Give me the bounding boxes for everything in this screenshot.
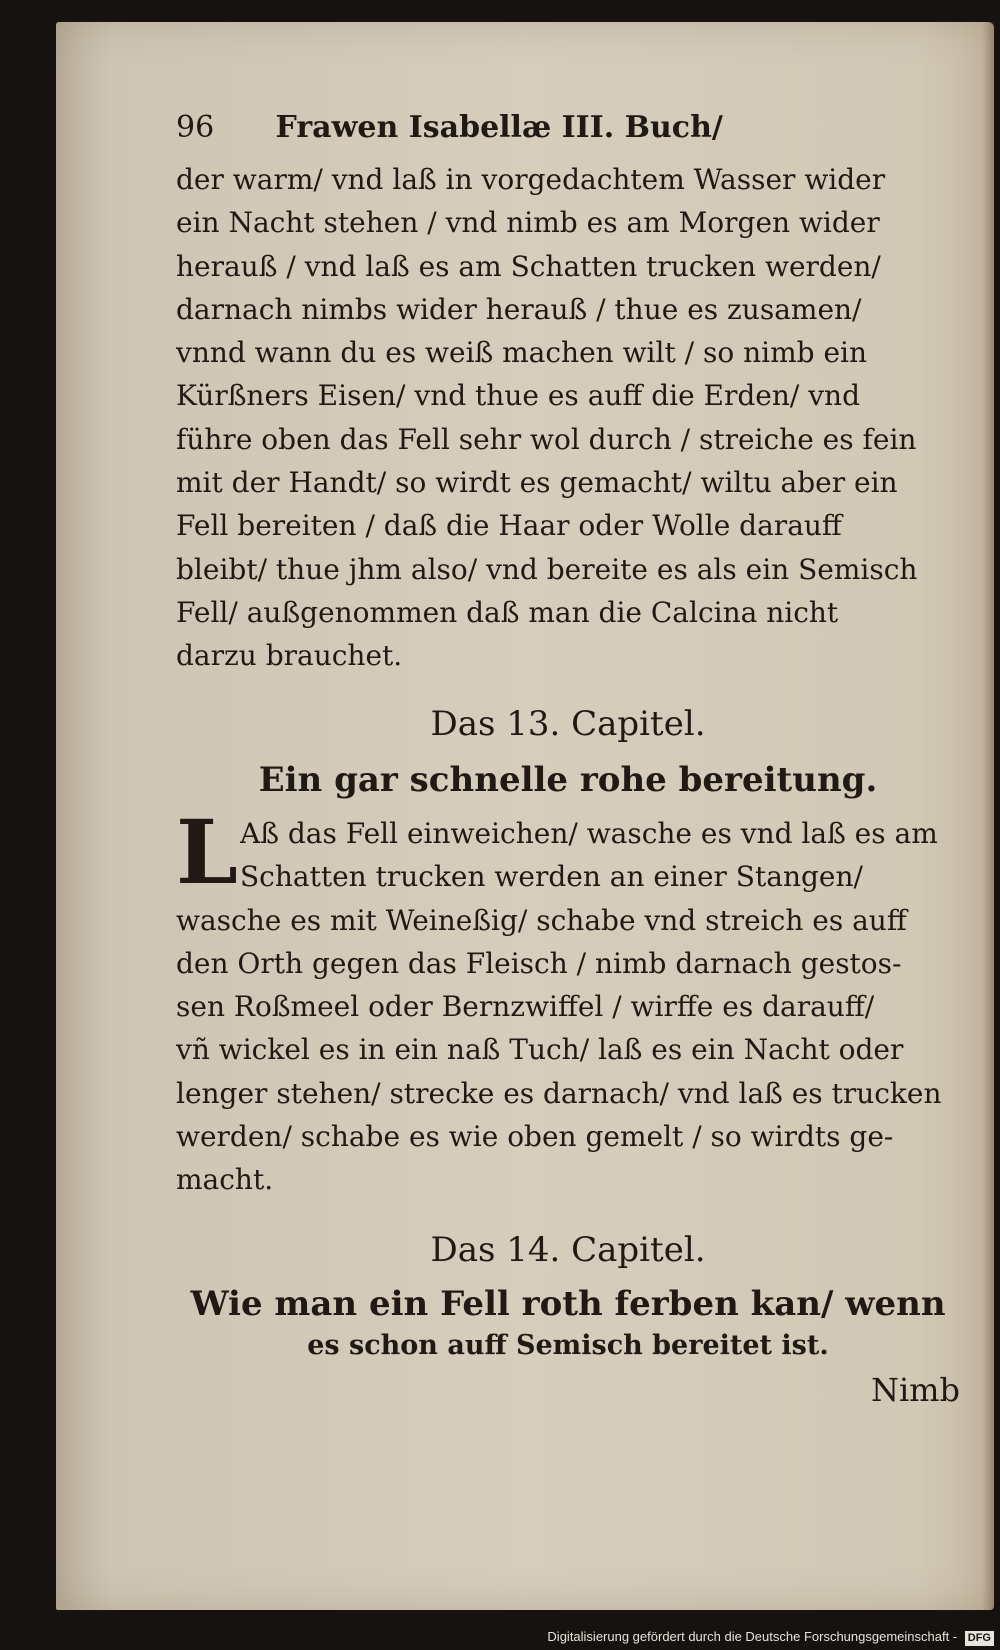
running-head <box>176 108 796 148</box>
chapter-13-text <box>176 800 960 1202</box>
chapter-14-heading: Das 14. Capitel. <box>430 1230 706 1270</box>
text-line: mit der Handt/ so wirdt es gemacht/ wiltu aber ein <box>176 466 898 500</box>
text-line: sen Roßmeel oder Bernzwiffel / wirffe es darauff/ <box>176 990 875 1024</box>
credit-text: Digitalisierung gefördert durch die Deutsche Forschungsgemeinschaft - <box>547 1629 958 1644</box>
catchword: Nimb <box>870 1371 960 1409</box>
text-line: Kürßners Eisen/ vnd thue es auff die Erden/ vnd <box>176 379 861 413</box>
text-line: herauß / vnd laß es am Schatten trucken werden/ <box>176 249 881 283</box>
text-line: werden/ schabe es wie oben gemelt / so wirdts ge- <box>176 1120 894 1154</box>
text-line: ein Nacht stehen / vnd nimb es am Morgen wider <box>176 206 880 240</box>
text-line: der warm/ vnd laß in vorgedachtem Wasser wider <box>176 163 886 196</box>
chapter-13-subheading: Ein gar schnelle rohe bereitung. <box>258 760 878 800</box>
text-line: darzu brauchet. <box>176 639 403 673</box>
text-line: darnach nimbs wider herauß / thue es zusamen/ <box>176 292 862 326</box>
text-line: führe oben das Fell sehr wol durch / streiche es fein <box>176 422 917 456</box>
text-line: vnnd wann du es weiß machen wilt / so nimb ein <box>176 336 868 370</box>
drop-cap: L <box>176 800 238 904</box>
running-head-title: Frawen Isabellæ III. Buch/ <box>275 110 723 145</box>
digitization-credit <box>547 1626 994 1648</box>
text-line: lenger stehen/ strecke es darnach/ vnd laß es trucken <box>176 1076 942 1110</box>
page-edge-shadow <box>982 22 994 1610</box>
text-line: Fell/ außgenommen daß man die Calcina nicht <box>176 595 839 629</box>
text-line: macht. <box>176 1163 274 1197</box>
chapter-14-subheading-line-2: es schon auff Semisch bereitet ist. <box>307 1330 829 1361</box>
text-line: vñ wickel es in ein naß Tuch/ laß es ein Nacht oder <box>176 1033 904 1067</box>
text-line: Aß das Fell einweichen/ wasche es vnd laß es am <box>240 817 938 850</box>
text-line: Fell bereiten / daß die Haar oder Wolle darauff <box>176 509 842 543</box>
text-line: wasche es mit Weineßig/ schabe vnd streich es auff <box>176 903 907 937</box>
text-line: bleibt/ thue jhm also/ vnd bereite es als ein Semisch <box>176 552 918 586</box>
dfg-logo-badge: DFG <box>965 1631 994 1646</box>
page-number: 96 <box>176 110 215 145</box>
chapter-14-subheading-line-1: Wie man ein Fell roth ferben kan/ wenn <box>190 1284 946 1324</box>
text-line: den Orth gegen das Fleisch / nimb darnach gestos- <box>176 946 902 980</box>
text-line: Schatten trucken werden an einer Stangen/ <box>240 860 863 894</box>
chapter-13-heading: Das 13. Capitel. <box>430 704 706 744</box>
text-block-continuation <box>176 158 960 678</box>
